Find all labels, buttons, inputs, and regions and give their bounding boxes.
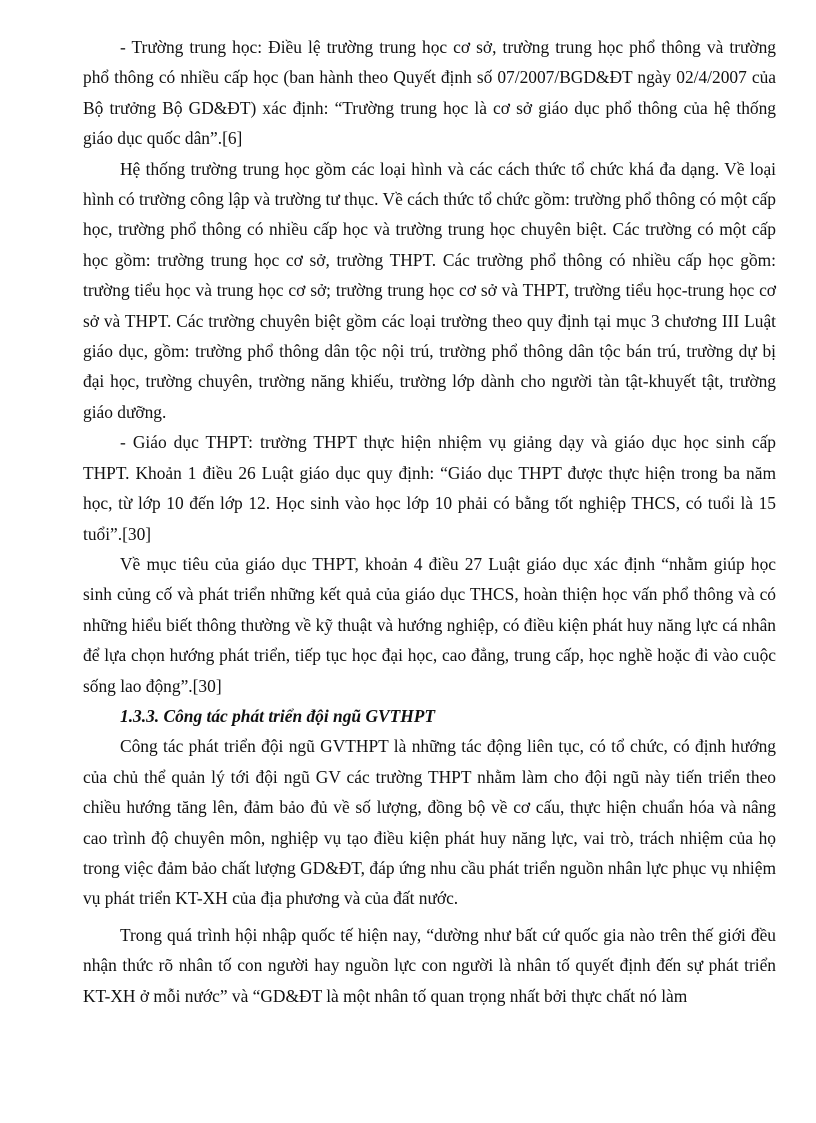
paragraph-truong-trung-hoc: - Trường trung học: Điều lệ trường trung học cơ sở, trường trung học phổ thông và trường phổ thông có nhiều cấp học (ban hành theo Quyết định số 07/2007/BGD&ĐT ngày 02/4/2007 của Bộ trưởng Bộ GD&ĐT) xác định: “Trường trung học là cơ sở giáo dục phổ thông của hệ thống giáo dục quốc dân”.[6]	[83, 37, 776, 149]
paragraph-hoi-nhap: Trong quá trình hội nhập quốc tế hiện nay, “dường như bất cứ quốc gia nào trên thế giới đều nhận thức rõ nhân tố con người hay nguồn lực con người là nhân tố quyết định đến sự phát triển KT-XH ở mỗi nước” và “GD&ĐT là một nhân tố quan trọng nhất bởi thực chất nó làm	[83, 924, 776, 1006]
paragraph-muc-tieu: Về mục tiêu của giáo dục THPT, khoản 4 điều 27 Luật giáo dục xác định “nhằm giúp học sinh củng cố và phát triển những kết quả của giáo dục THCS, hoàn thiện học vấn phổ thông và có những hiểu biết thông thường về kỹ thuật và hướng nghiệp, có điều kiện phát huy năng lực cá nhân để lựa chọn hướng phát triển, tiếp tục học đại học, cao đẳng, trung cấp, học nghề hoặc đi vào cuộc sống lao động”.[30]	[83, 553, 776, 696]
paragraph-cong-tac-phat-trien: Công tác phát triển đội ngũ GVTHPT là những tác động liên tục, có tổ chức, có định hướng của chủ thể quản lý tới đội ngũ GV các trường THPT nhằm làm cho đội ngũ này tiến triển theo chiều hướng tăng lên, đảm bảo đủ về số lượng, đồng bộ về cơ cấu, thực hiện chuẩn hóa và nâng cao trình độ chuyên môn, nghiệp vụ tạo điều kiện phát huy năng lực, vai trò, trách nhiệm của họ trong việc đảm bảo chất lượng GD&ĐT, đáp ứng nhu cầu phát triển nguồn nhân lực phục vụ nhiệm vụ phát triển KT-XH của địa phương và của đất nước.	[83, 736, 776, 909]
paragraph-he-thong-truong: Hệ thống trường trung học gồm các loại hình và các cách thức tổ chức khá đa dạng. Về loại hình có trường công lập và trường tư thục. Về cách thức tổ chức gồm: trường phổ thông có một cấp học, trường phổ thông có nhiều cấp học và trường trung học chuyên biệt. Các trường có một cấp học gồm: trường trung học cơ sở, trường THPT. Các trường phổ thông có nhiều cấp học gồm: trường tiểu học và trung học cơ sở; trường trung học cơ sở và THPT, trường tiểu học-trung học cơ sở và THPT. Các trường chuyên biệt gồm các loại trường theo quy định tại mục 3 chương III Luật giáo dục, gồm: trường phổ thông dân tộc nội trú, trường phổ thông dân tộc bán trú, trường dự bị đại học, trường chuyên, trường năng khiếu, trường lớp dành cho người tàn tật-khuyết tật, trường giáo dưỡng.	[83, 158, 776, 422]
paragraph-giao-duc-thpt: - Giáo dục THPT: trường THPT thực hiện nhiệm vụ giảng dạy và giáo dục học sinh cấp THPT. Khoản 1 điều 26 Luật giáo dục quy định: “Giáo dục THPT được thực hiện trong ba năm học, từ lớp 10 đến lớp 12. Học sinh vào học lớp 10 phải có bằng tốt nghiệp THCS, có tuổi là 15 tuổi”.[30]	[83, 432, 776, 544]
document-page	[83, 32, 776, 1011]
section-heading: 1.3.3. Công tác phát triển đội ngũ GVTHPT	[120, 705, 436, 726]
